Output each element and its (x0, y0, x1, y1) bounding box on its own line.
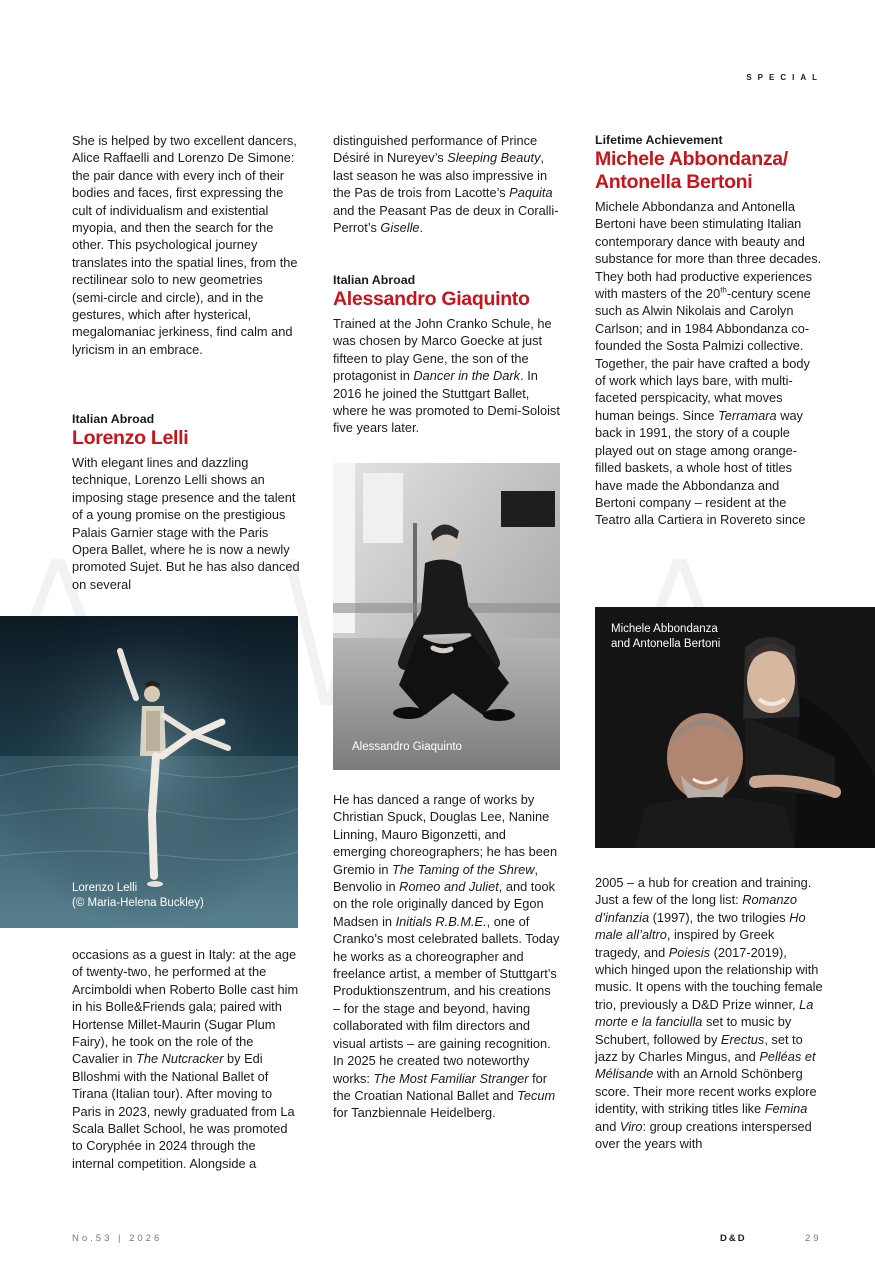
body-paragraph: 2005 – a hub for creation and training. Just a few of the long list: Romanzo d’infanzia (1997), the two trilogies Ho male all’altro, inspired by Greek tragedy, and Poiesis (2017-2019), which hinged upon the relationship with music. It opens with the touching female trio, previously a D&D Prize winner, La morte e la fanciulla set to music by Schubert, followed by Erectus, set to jazz by Charles Mingus, and Pelléas et Mélisande with an Arnold Schönberg score. Their more recent works explore identity, with striking titles like Femina and Viro: group creations interspersed over the years with (595, 875, 823, 1152)
headline-line: Michele Abbondanza/ (595, 148, 788, 170)
page-number: 29 (805, 1233, 822, 1244)
body-paragraph: She is helped by two excellent dancers, Alice Raffaelli and Lorenzo De Simone: the pair dance with every inch of their bodies and faces, first expressing the cult of individualism and existential myopia, and then the search for the other. This psychological journey translates into the spatial lines, from the rectilinear solo to new geometries (semi-circle and circle), and in the gestures, which after hysterical, megalomaniac jerkiness, find calm and lyricism in an embrace. (72, 133, 298, 357)
column-2-bottom (333, 791, 561, 1122)
photo-caption (611, 622, 720, 652)
article-headline: Lorenzo Lelli (72, 427, 189, 449)
body-paragraph: With elegant lines and dazzling technique, Lorenzo Lelli shows an imposing stage presence and the talent of a young promise on the prestigious Palais Garnier stage with the Paris Opera Ballet, where he is now a newly promoted Sujet. But he has also danced on several (72, 455, 300, 592)
caption-line: (© Maria-Helena Buckley) (72, 897, 204, 909)
column-3-bottom (595, 874, 823, 1153)
magazine-name: D&D (720, 1233, 747, 1244)
column-2-top (333, 132, 561, 236)
body-paragraph: He has danced a range of works by Christian Spuck, Douglas Lee, Nanine Linning, Mauro Bigonzetti, and emerging choreographers; he has been Gremio in The Taming of the Shrew, Benvolio in Romeo and Juliet, and took on the role originally danced by Egon Madsen in Initials R.B.M.E., one of Cranko’s most celebrated ballets. Today he works as a choreographer and freelance artist, a member of Stuttgart’s Produktionszentrum, and his creations – for the stage and beyond, having collaborated with film directors and visual artists – are gaining recognition. In 2025 he created two noteworthy works: The Most Familiar Stranger for the Croatian National Ballet and Tecum for Tanzbiennale Heidelberg. (333, 792, 560, 1121)
photo-caption (72, 881, 204, 911)
headline-line: Antonella Bertoni (595, 171, 753, 193)
column-2-article (333, 272, 561, 437)
issue-number: No.53 | 2026 (72, 1233, 163, 1244)
body-paragraph: occasions as a guest in Italy: at the age of twenty-two, he performed at the Arcimboldi when Roberto Bolle cast him in his Bolle&Friends gala; paired with Hortense Millet-Maurin (Sugar Plum Fairy), he took on the role of the Cavalier in The Nutcracker by Edi Blloshmi with the National Ballet of Tirana (Italian tour). After moving to Paris in 2023, newly graduated from La Scala Ballet School, he was promoted to Coryphée in 2024 through the internal competition. Alongside a (72, 947, 299, 1171)
body-paragraph: distinguished performance of Prince Désiré in Nureyev’s Sleeping Beauty, last season he was also impressive in the Pas de trois from Lacotte’s Paquita and the Peasant Pas de deux in Coralli-Perrot’s Giselle. (333, 133, 559, 236)
caption-line: Lorenzo Lelli (72, 882, 138, 894)
alessandro-giaquinto-photo (333, 463, 560, 770)
column-1-top (72, 132, 300, 358)
body-paragraph: Trained at the John Cranko Schule, he was chosen by Marco Goecke at just fifteen to play Gene, the son of the protagonist in Dancer in the Dark. In 2016 he joined the Stuttgart Ballet, where he was promoted to Demi-Soloist five years later. (333, 316, 560, 436)
photo-caption: Alessandro Giaquinto (352, 741, 462, 753)
article-headline: Alessandro Giaquinto (333, 288, 530, 310)
caption-line: Michele Abbondanza (611, 623, 718, 635)
section-label: SPECIAL (746, 73, 823, 82)
column-3-article (595, 132, 823, 529)
caption-line: and Antonella Bertoni (611, 638, 721, 650)
article-kicker: Lifetime Achievement (595, 133, 723, 147)
article-headline (595, 148, 823, 194)
column-1-article (72, 411, 300, 593)
article-kicker: Italian Abroad (333, 273, 416, 287)
article-kicker: Italian Abroad (72, 412, 155, 426)
column-1-bottom (72, 946, 300, 1172)
body-paragraph: Michele Abbondanza and Antonella Bertoni have been stimulating Italian contemporary dance with beauty and substance for more than three decades. They both had productive experiences with masters of the 20th-century scene such as Alwin Nikolais and Carolyn Carlson; and in 1984 Abbondanza co-founded the Sosta Palmizi collective. Together, the pair have crafted a body of work which lays bare, with multi-faceted perspicacity, what moves human beings. Since Terramara way back in 1991, the story of a couple played out on stage among orange-filled baskets, a whole host of titles have made the Abbondanza and Bertoni company – resident at the Teatro alla Cartiera in Rovereto since (595, 199, 822, 528)
